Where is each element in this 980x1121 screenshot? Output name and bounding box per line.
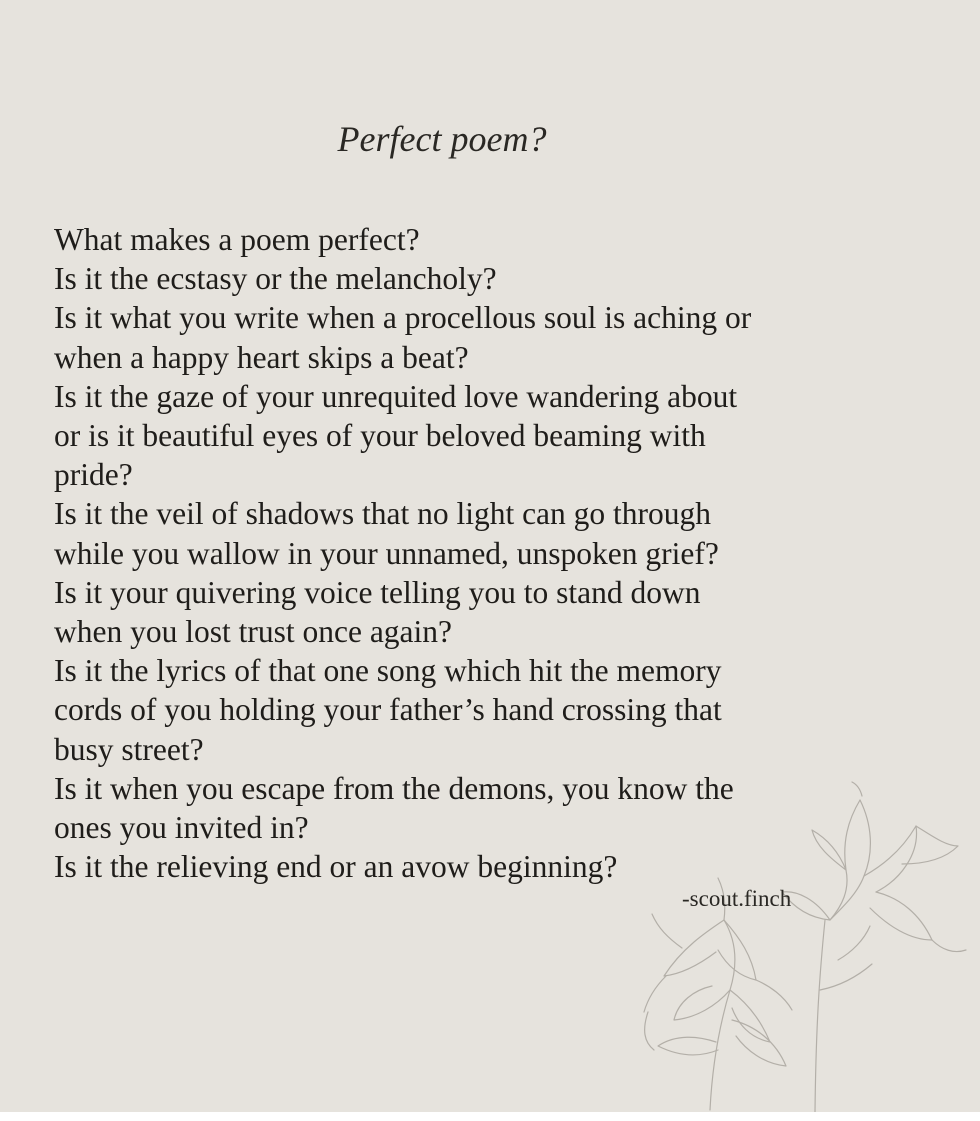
poem-body bbox=[54, 220, 874, 886]
poem-line: busy street? bbox=[54, 731, 204, 767]
poem-line: while you wallow in your unnamed, unspoken grief? bbox=[54, 535, 719, 571]
poem-line: when a happy heart skips a beat? bbox=[54, 339, 469, 375]
poem-line: ones you invited in? bbox=[54, 810, 309, 846]
poem-line: Is it the relieving end or an avow beginning? bbox=[54, 849, 618, 885]
poem-line: Is it what you write when a procellous soul is aching or bbox=[54, 300, 752, 336]
poem-line: Is it the gaze of your unrequited love wandering about bbox=[54, 378, 738, 414]
poem-line: Is it the lyrics of that one song which hit the memory bbox=[54, 653, 722, 689]
poem-title: Perfect poem? bbox=[337, 119, 547, 159]
poem-line: What makes a poem perfect? bbox=[54, 222, 420, 257]
author-signature: -scout.finch bbox=[682, 886, 792, 911]
poem-line: pride? bbox=[54, 457, 133, 493]
poem-line: Is it your quivering voice telling you to stand down bbox=[54, 574, 701, 610]
poem-line: Is it the ecstasy or the melancholy? bbox=[54, 261, 497, 297]
poem-line: cords of you holding your father’s hand crossing that bbox=[54, 692, 722, 728]
poem-line: Is it when you escape from the demons, you know the bbox=[54, 770, 734, 806]
poem-line: Is it the veil of shadows that no light can go through bbox=[54, 496, 712, 532]
poem-line: when you lost trust once again? bbox=[54, 614, 453, 650]
poem-line: or is it beautiful eyes of your beloved beaming with bbox=[54, 418, 706, 454]
